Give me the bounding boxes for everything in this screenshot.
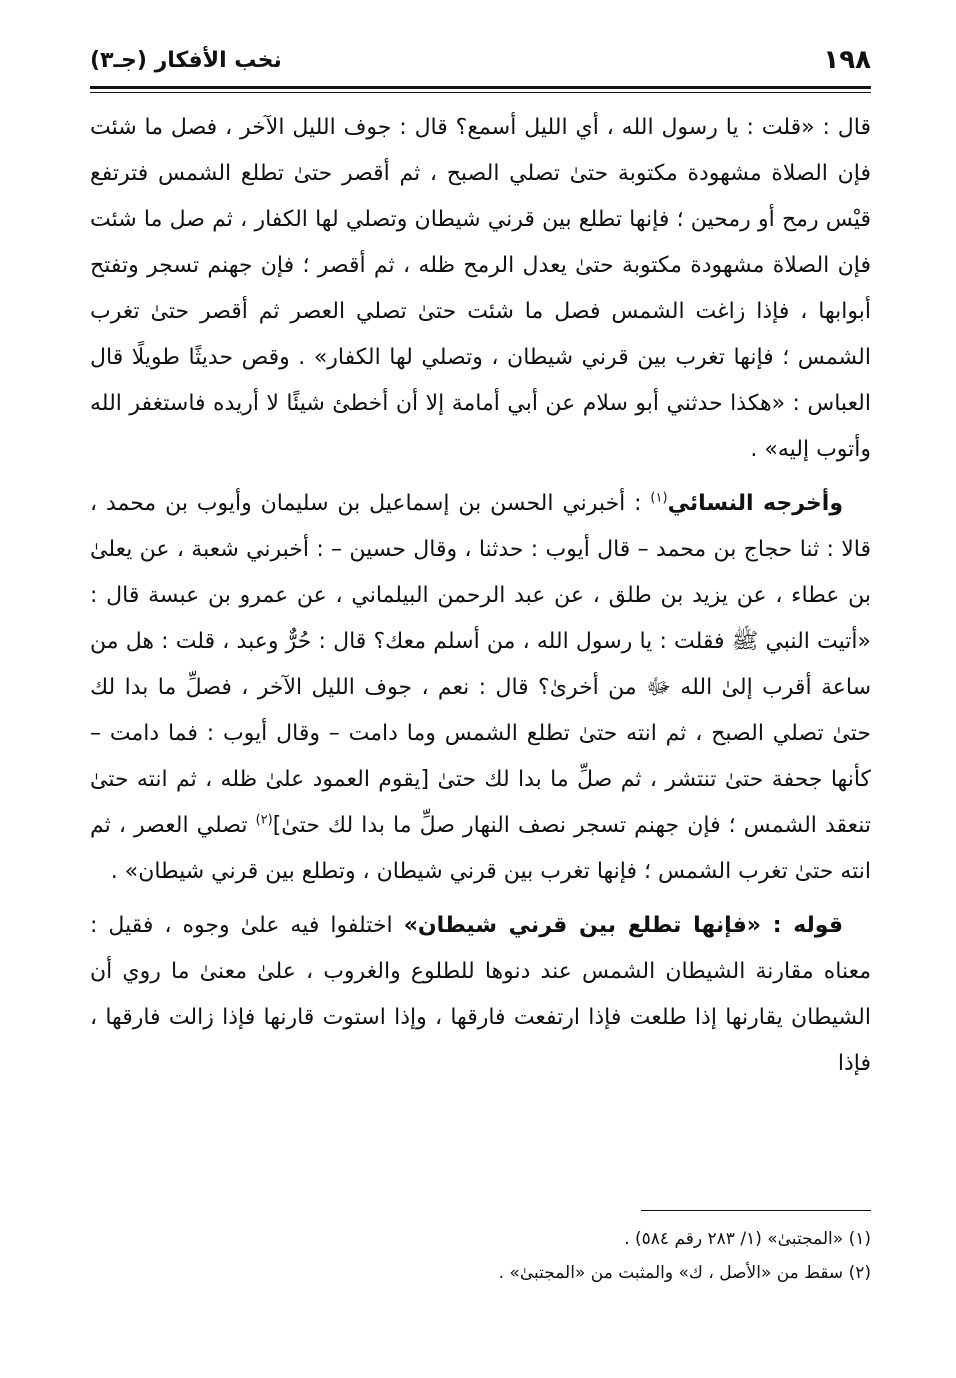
page-number: ١٩٨	[823, 45, 871, 75]
footnote-1: (١) «المجتبىٰ» (١/ ٢٨٣ رقم ٥٨٤) .	[624, 1229, 871, 1249]
paragraph-2-text: : أخبرني الحسن بن إسماعيل بن سليمان وأيوب بن محمد ، قالا : ثنا حجاج بن محمد – قال أيوب : حدثنا ، وقال حسين – : أخبرني شعبة ، عن يعلىٰ بن عطاء ، عن يزيد بن طلق ، عن عبد الرحمن البيلماني ، عن عمرو بن عبسة قال : «أتيت النبي ﷺ فقلت : يا رسول الله ، من أسلم معك؟ قال : حُرٌّ وعبد ، قلت : هل من ساعة أقرب إلىٰ الله ﷻ من أخرىٰ؟ قال : نعم ، جوف الليل الآخر ، فصلِّ ما بدا لك حتىٰ تصلي الصبح ، ثم انته حتىٰ تطلع الشمس وما دامت – وقال أيوب : فما دامت – كأنها جحفة حتىٰ تنتشر ، ثم صلِّ ما بدا لك حتىٰ [يقوم العمود علىٰ ظله ، ثم انته حتىٰ تنعقد الشمس ؛ فإن جهنم تسجر نصف النهار صلِّ ما بدا لك حتىٰ]	[90, 491, 871, 838]
paragraph-commentary	[90, 903, 871, 1087]
paragraph-1-text: قال : «قلت : يا رسول الله ، أي الليل أسمع؟ قال : جوف الليل الآخر ، فصل ما شئت فإن الصلاة مشهودة مكتوبة حتىٰ تصلي الصبح ، ثم أقصر حتىٰ تطلع الشمس فترتفع قيْس رمح أو رمحين ؛ فإنها تطلع بين قرني شيطان وتصلي لها الكفار ، ثم صل ما شئت فإن الصلاة مشهودة مكتوبة حتىٰ يعدل الرمح ظله ، ثم أقصر ؛ فإن جهنم تسجر وتفتح أبوابها ، فإذا زاغت الشمس فصل ما شئت حتىٰ تصلي العصر ثم أقصر حتىٰ تغرب الشمس ؛ فإنها تغرب بين قرني شيطان ، وتصلي لها الكفار» .	[90, 115, 871, 370]
paragraph-nasai	[90, 481, 871, 895]
paragraph-1-continuation: وقص حديثًا طويلًا قال العباس : «هكذا حدثني أبو سلام عن أبي أمامة إلا أن أخطئ شيئًا لا أريده فاستغفر الله وأتوب إليه» .	[90, 345, 871, 462]
footnotes	[90, 1222, 871, 1290]
paragraph-3-text: اختلفوا فيه علىٰ وجوه ، فقيل : معناه مقارنة الشيطان الشمس عند دنوها للطلوع والغروب ، علىٰ معنىٰ ما روي أن الشيطان يقارنها إذا طلعت فإذا ارتفعت فارقها ، وإذا استوت قارنها فإذا زالت فارقها ، فإذا	[90, 913, 871, 1076]
footnote-ref-2[interactable]: (٢)	[255, 812, 273, 828]
page-header	[90, 38, 871, 82]
footnote-2: (٢) سقط من «الأصل ، ك» والمثبت من «المجتبىٰ» .	[498, 1263, 871, 1283]
book-title: نخب الأفكار (جـ٣)	[90, 47, 282, 73]
main-text	[90, 105, 871, 1087]
footnote-ref-1[interactable]: (١)	[650, 490, 668, 506]
paragraph-3-lead: قوله : «فإنها تطلع بين قرني شيطان»	[403, 913, 843, 938]
paragraph-hadith-text	[90, 105, 871, 473]
header-rule-thin	[90, 92, 871, 93]
paragraph-2-lead: وأخرجه النسائي	[667, 491, 843, 516]
paragraph-2-text-end: تصلي العصر ، ثم انته حتىٰ تغرب الشمس ؛ فإنها تغرب بين قرني شيطان ، وتطلع بين قرني شيطان» .	[90, 813, 871, 884]
header-rule-thick	[90, 86, 871, 89]
footnote-separator	[641, 1210, 871, 1211]
